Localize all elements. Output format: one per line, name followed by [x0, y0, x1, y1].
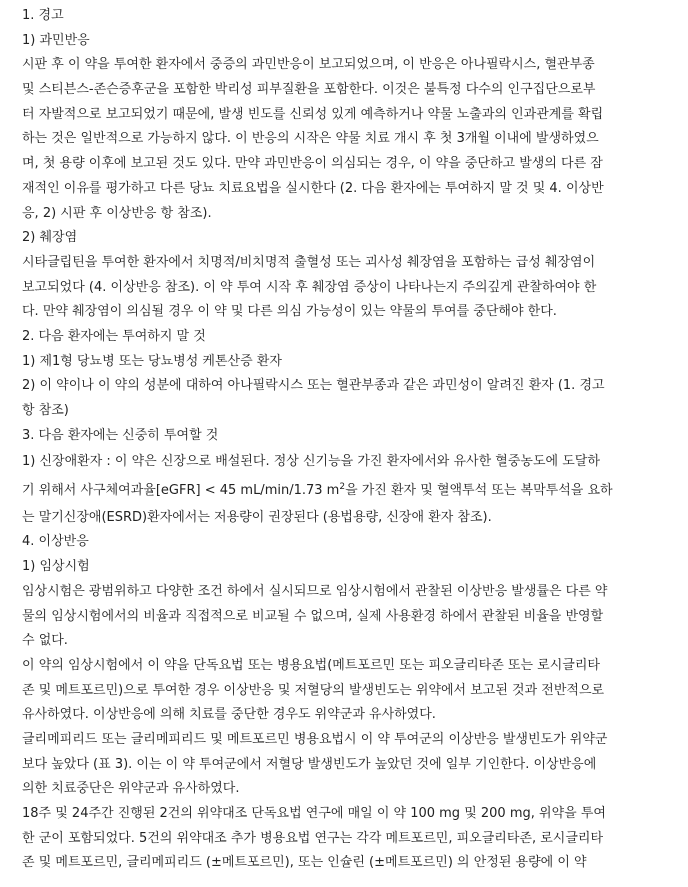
section-heading: 3. 다음 환자에는 신중히 투여할 것	[22, 427, 219, 443]
paragraph-line: 물의 임상시험에서의 비율과 직접적으로 비교될 수 없으며, 실제 사용환경 하에서 관찰된 비율을 반영할	[22, 608, 604, 624]
section-heading: 1. 경고	[22, 8, 64, 23]
subsection-heading: 1) 임상시험	[22, 559, 90, 575]
paragraph-line: 응, 2) 시판 후 이상반응 항 참조).	[22, 205, 212, 221]
subsection-heading: 2) 췌장염	[22, 230, 78, 246]
paragraph-line: 며, 첫 용량 이후에 보고된 것도 있다. 만약 과민반응이 의심되는 경우, 이 약을 중단하고 발생의 다른 잠	[22, 156, 603, 172]
paragraph-line: 다. 만약 췌장염이 의심될 경우 이 약 및 다른 의심 가능성이 있는 약물의 투여를 중단해야 한다.	[22, 304, 557, 320]
paragraph-line: 하는 것은 일반적으로 가능하지 않다. 이 반응의 시작은 약물 치료 개시 후 첫 3개월 이내에 발생하였으	[22, 131, 599, 147]
paragraph-line: 및 스티븐스-존슨증후군을 포함한 박리성 피부질환을 포함한다. 이것은 불특정 다수의 인구집단으로부	[22, 82, 596, 98]
paragraph-line: 재적인 이유를 평가하고 다른 당뇨 치료요법을 실시한다 (2. 다음 환자에는 투여하지 말 것 및 4. 이상반	[22, 180, 604, 196]
section-heading: 2. 다음 환자에는 투여하지 말 것	[22, 328, 206, 344]
subsection-heading: 1) 과민반응	[22, 32, 90, 48]
paragraph-line: 항 참조)	[22, 403, 69, 418]
paragraph-line: 는 말기신장애(ESRD)환자에서는 저용량이 권장된다 (용법용량, 신장애 환자 참조).	[22, 509, 492, 525]
paragraph-line: 유사하였다. 이상반응에 의해 치료를 중단한 경우도 위약군과 유사하였다.	[22, 707, 436, 723]
paragraph-line: 보고되었다 (4. 이상반응 참조). 이 약 투여 시작 후 췌장염 증상이 나타나는지 주의깊게 관찰하여야 한	[22, 279, 597, 295]
paragraph-line: 1) 신장애환자 : 이 약은 신장으로 배설된다. 정상 신기능을 가진 환자에서와 유사한 혈중농도에 도달하	[22, 454, 600, 470]
section-heading: 4. 이상반응	[22, 534, 89, 550]
paragraph-line: 18주 및 24주간 진행된 2건의 위약대조 단독요법 연구에 매일 이 약 100 mg 및 200 mg, 위약을 투여	[22, 806, 606, 821]
paragraph-line: 수 없다.	[22, 633, 68, 649]
paragraph-line: 시타글립틴을 투여한 환자에서 치명적/비치명적 출혈성 또는 괴사성 췌장염을 포함하는 급성 췌장염이	[22, 254, 596, 270]
paragraph-line: 의한 치료중단은 위약군과 유사하였다.	[22, 781, 240, 797]
superscript-2: 2	[339, 482, 346, 493]
paragraph-line: 이 약의 임상시험에서 이 약을 단독요법 또는 병용요법(메트포르민 또는 피오글리타존 또는 로시글리타	[22, 657, 600, 673]
list-item: 1) 제1형 당뇨병 또는 당뇨병성 케톤산증 환자	[22, 353, 282, 369]
paragraph-line: 터 자발적으로 보고되었기 때문에, 발생 빈도를 신뢰성 있게 예측하거나 약물 노출과의 인과관계를 확립	[22, 106, 604, 122]
egfr-text: 기 위해서 사구체여과율[eGFR] < 45 mL/min/1.73 m	[22, 483, 340, 499]
paragraph-line: 보다 높았다 (표 3). 이는 이 약 투여군에서 저혈당 발생빈도가 높았던 것에 일부 기인한다. 이상반응에	[22, 756, 597, 772]
list-item: 2) 이 약이나 이 약의 성분에 대하여 아나필락시스 또는 혈관부종과 같은 과민성이 알려진 환자 (1. 경고	[22, 378, 605, 394]
paragraph-line: 임상시험은 광범위하고 다양한 조건 하에서 실시되므로 임상시험에서 관찰된 이상반응 발생률은 다른 약	[22, 583, 608, 599]
paragraph-line: 한 군이 포함되었다. 5건의 위약대조 추가 병용요법 연구는 각각 메트포르민, 피오글리타존, 로시글리타	[22, 830, 604, 846]
egfr-text-cont: 을 가진 환자 및 혈액투석 또는 복막투석을 요하	[345, 483, 613, 499]
paragraph-line: 존 및 메트포르민)으로 투여한 경우 이상반응 및 저혈당의 발생빈도는 위약에서 보고된 것과 전반적으로	[22, 682, 605, 698]
paragraph-line: 글리메피리드 또는 글리메피리드 및 메트포르민 병용요법시 이 약 투여군의 이상반응 발생빈도가 위약군	[22, 731, 608, 747]
paragraph-line-with-superscript	[22, 479, 676, 503]
paragraph-line: 존 및 메트포르민, 글리메피리드 (±메트포르민), 또는 인슐린 (±메트포르민) 의 안정된 용량에 이 약	[22, 855, 587, 871]
paragraph-line: 시판 후 이 약을 투여한 환자에서 중증의 과민반응이 보고되었으며, 이 반응은 아나필락시스, 혈관부종	[22, 57, 595, 73]
